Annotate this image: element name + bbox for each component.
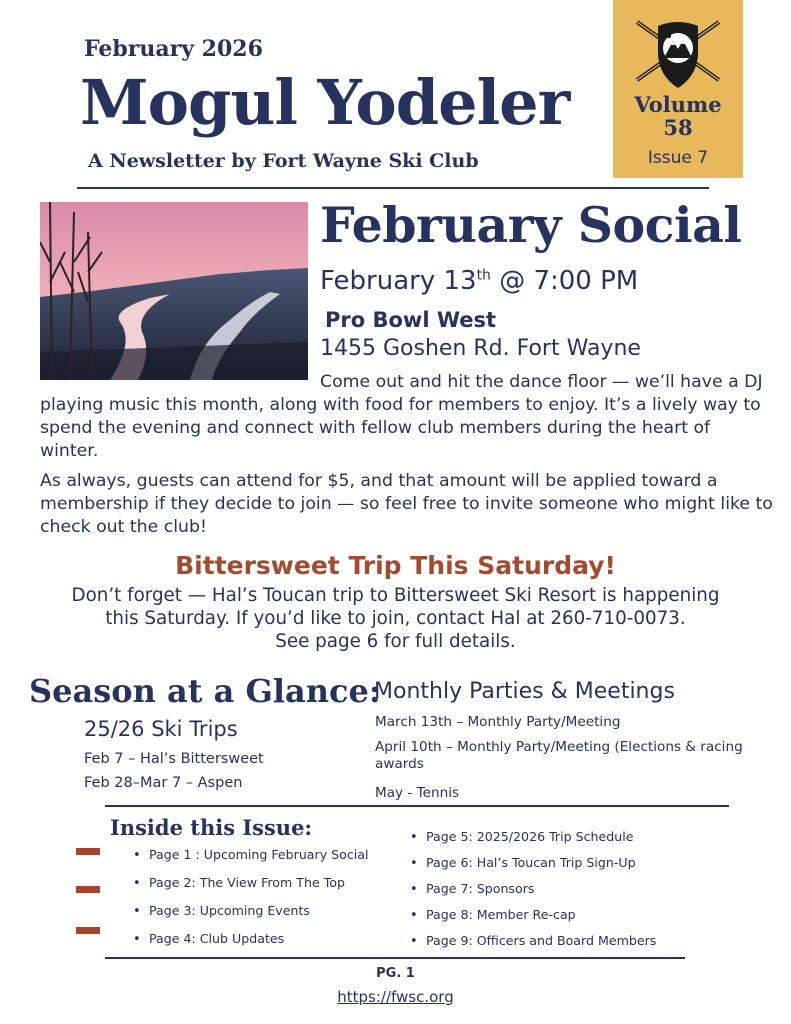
toc-item: • Page 7: Sponsors bbox=[410, 881, 534, 897]
volume-word: Volume bbox=[634, 92, 722, 117]
party-item: May - Tennis bbox=[375, 785, 460, 801]
toc-item: • Page 1 : Upcoming February Social bbox=[133, 847, 369, 863]
toc-item: • Page 2: The View From The Top bbox=[133, 875, 345, 891]
volume-number: 58 bbox=[663, 115, 693, 140]
volume-label bbox=[613, 93, 743, 139]
parties-title: Monthly Parties & Meetings bbox=[374, 679, 675, 704]
glance-divider bbox=[105, 805, 729, 807]
accent-mark bbox=[76, 886, 100, 893]
newsletter-tagline: A Newsletter by Fort Wayne Ski Club bbox=[88, 150, 479, 172]
issue-date: February 2026 bbox=[84, 36, 263, 62]
toc-item: • Page 8: Member Re-cap bbox=[410, 907, 576, 923]
toc-item: • Page 4: Club Updates bbox=[133, 931, 284, 947]
page-number: PG. 1 bbox=[376, 966, 415, 981]
social-paragraph-2: As always, guests can attend for $5, and that amount will be applied toward a membership if they decide to join — so feel free to invite someone who might like to check out the club! bbox=[40, 471, 773, 537]
accent-mark bbox=[76, 927, 100, 934]
bittersweet-heading: Bittersweet Trip This Saturday! bbox=[175, 551, 616, 580]
social-address: 1455 Goshen Rd. Fort Wayne bbox=[320, 336, 641, 361]
ski-trip-item: Feb 7 – Hal’s Bittersweet bbox=[84, 751, 264, 767]
season-glance-title: Season at a Glance: bbox=[29, 672, 381, 710]
toc-item: • Page 6: Hal’s Toucan Trip Sign-Up bbox=[410, 855, 636, 871]
social-paragraph-1: Come out and hit the dance floor — we’ll have a DJ playing music this month, along with food for members to enjoy. It’s a lively way to spend the evening and connect with fellow club members during the heart of winter. bbox=[40, 372, 763, 461]
club-website-link[interactable]: https://fwsc.org bbox=[337, 988, 454, 1006]
toc-item: • Page 9: Officers and Board Members bbox=[410, 933, 656, 949]
footer-divider bbox=[105, 957, 685, 959]
social-title: February Social bbox=[320, 196, 742, 254]
issue-number: Issue 7 bbox=[647, 148, 709, 168]
newsletter-title: Mogul Yodeler bbox=[80, 66, 570, 139]
toc-item: • Page 5: 2025/2026 Trip Schedule bbox=[410, 829, 633, 845]
ski-crest-icon bbox=[633, 14, 723, 94]
header-divider bbox=[77, 187, 709, 189]
bittersweet-body: Don’t forget — Hal’s Toucan trip to Bittersweet Ski Resort is happening this Saturday. If you’d like to join, contact Hal at 260-710-0073. See page 6 for full details. bbox=[71, 585, 720, 652]
ski-trip-item: Feb 28–Mar 7 – Aspen bbox=[84, 775, 243, 791]
party-item: April 10th – Monthly Party/Meeting (Elections & racing awards bbox=[375, 739, 743, 772]
social-venue: Pro Bowl West bbox=[325, 308, 497, 332]
ski-hill-sunset-photo bbox=[40, 202, 308, 380]
inside-issue-title: Inside this Issue: bbox=[110, 815, 313, 840]
toc-item: • Page 3: Upcoming Events bbox=[133, 903, 310, 919]
ski-trips-title: 25/26 Ski Trips bbox=[84, 717, 238, 741]
party-item: March 13th – Monthly Party/Meeting bbox=[375, 714, 621, 730]
volume-box bbox=[613, 0, 743, 178]
social-date: February 13th @ 7:00 PM bbox=[320, 266, 639, 296]
accent-mark bbox=[76, 848, 100, 855]
